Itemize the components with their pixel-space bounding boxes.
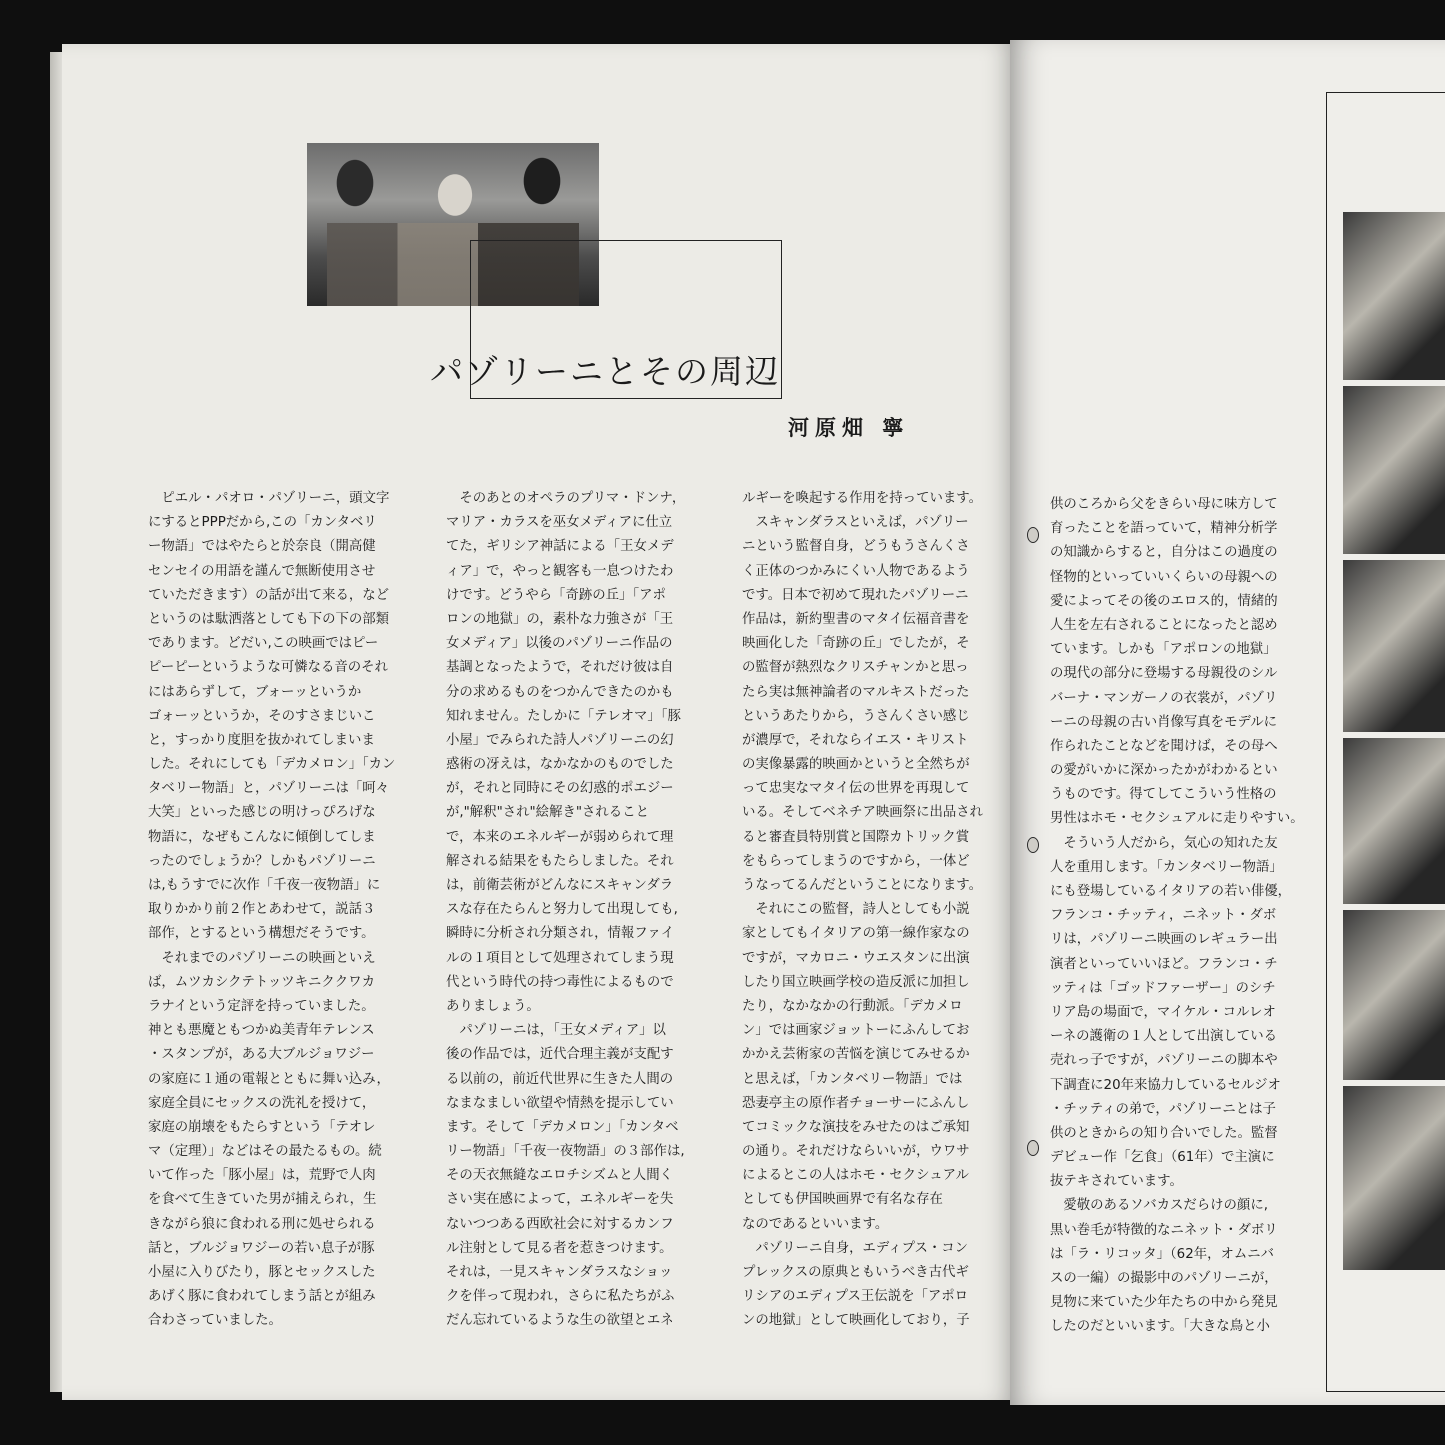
text-line: ピエル・パオロ・パゾリーニ，頭文字 bbox=[148, 491, 390, 506]
text-line: リシアのエディプス王伝説を「アポロ bbox=[742, 1289, 969, 1305]
text-line: は,もうすでに次作「千夜一夜物語」に bbox=[148, 878, 381, 893]
text-column-4 bbox=[1050, 493, 1322, 1340]
text-line: ありましょう。 bbox=[446, 998, 540, 1014]
text-line: 部作，とするという構想だそうです。 bbox=[148, 926, 375, 942]
text-line: なのであるといいます。 bbox=[742, 1216, 889, 1232]
text-line: それまでのパゾリーニの映画といえ bbox=[148, 950, 376, 966]
text-line: 小屋」でみられた詩人パゾリーニの幻 bbox=[446, 732, 674, 748]
text-line: デビュー作「乞食」（61年）で主演に bbox=[1050, 1150, 1275, 1166]
text-line: てコミックな演技をみせたのはご承知 bbox=[742, 1119, 970, 1135]
text-line: ロンの地獄」の，素朴な力強さが「王 bbox=[446, 611, 674, 627]
article-title: パゾリーニとその周辺 bbox=[430, 352, 780, 391]
text-line: それは，一見スキャンダラスなショッ bbox=[446, 1265, 673, 1280]
text-line: ゴォーッというか，そのすさまじいこ bbox=[148, 708, 376, 724]
text-line: の家庭に１通の電報とともに舞い込み， bbox=[148, 1071, 390, 1087]
text-line: センセイの用語を謹んで無断使用させ bbox=[148, 563, 376, 579]
text-line: ったのでしょうか？しかもパゾリーニ bbox=[148, 853, 376, 869]
text-line: です。日本で初めて現れたパゾリーニ bbox=[742, 587, 969, 603]
text-line: スの一編）の撮影中のパゾリーニが， bbox=[1050, 1271, 1278, 1286]
text-line: 演者といっていいほど。フランコ・チ bbox=[1050, 956, 1278, 972]
text-line: ですが，マカロニ・ウエスタンに出演 bbox=[742, 950, 970, 966]
text-line: した。それにしても「デカメロン」「カン bbox=[148, 757, 396, 773]
text-column-3 bbox=[742, 487, 1008, 1334]
photo-strip-3 bbox=[1343, 560, 1445, 732]
text-line: ーネの護衛の１人として出演している bbox=[1050, 1029, 1277, 1045]
staple-hole bbox=[1027, 1140, 1039, 1156]
text-line: したり国立映画学校の造反派に加担し bbox=[742, 974, 970, 990]
text-line: 家庭の崩壊をもたらすという「テオレ bbox=[148, 1119, 376, 1135]
text-line: と思えば，「カンタベリー物語」では bbox=[742, 1071, 963, 1087]
text-line: ン」では画家ジョットーにふんしてお bbox=[742, 1023, 970, 1039]
text-line: 小屋に入りびたり，豚とセックスした bbox=[148, 1265, 376, 1280]
text-line: の実像暴露的映画かというと全然ちが bbox=[742, 757, 970, 773]
text-line: は「ラ・リコッタ」（62年，オムニバ bbox=[1050, 1246, 1275, 1262]
text-line: 怪物的といっていいくらいの母親への bbox=[1050, 569, 1278, 585]
text-column-1 bbox=[148, 487, 414, 1334]
text-line: ピーピーというような可憐なる音のそれ bbox=[148, 660, 388, 676]
text-line: で，本来のエネルギーが弱められて理 bbox=[446, 829, 674, 845]
text-line: かかえ芸術家の苦悩を演じてみせるか bbox=[742, 1047, 970, 1063]
staple-hole bbox=[1027, 527, 1039, 543]
text-line: ば，ムツカシクテトッツキニククワカ bbox=[148, 974, 375, 990]
text-line: 映画化した「奇跡の丘」でしたが，そ bbox=[742, 636, 970, 652]
text-line: ないつつある西欧社会に対するカンフ bbox=[446, 1216, 674, 1232]
text-line: が,"解釈"され"絵解き"されること bbox=[446, 805, 649, 821]
photo-strip-4 bbox=[1343, 738, 1445, 904]
photo-strip-6 bbox=[1343, 1086, 1445, 1270]
text-line: 惑術の冴えは，なかなかのものでした bbox=[446, 757, 674, 773]
text-line: 作品は，新約聖書のマタイ伝福音書を bbox=[742, 611, 970, 627]
text-line: プレックスの原典ともいうべき古代ギ bbox=[742, 1265, 969, 1280]
staple-hole bbox=[1027, 837, 1039, 853]
text-line: 愛敬のあるソバカスだらけの顔に, bbox=[1050, 1198, 1268, 1214]
text-line: たり，なかなかの行動派。「デカメロ bbox=[742, 998, 963, 1014]
text-line: 合わさっていました。 bbox=[148, 1313, 282, 1329]
text-line: バーナ・マンガーノの衣裳が，パゾリ bbox=[1050, 690, 1278, 706]
text-line: の現代の部分に登場する母親役のシル bbox=[1050, 666, 1278, 682]
text-line: 恐妻亭主の原作者チョーサーにふんし bbox=[742, 1095, 970, 1111]
text-line: 大笑」といった感じの明けっぴろげな bbox=[148, 805, 376, 821]
text-line: あげく豚に食われてしまう話とが組み bbox=[148, 1289, 376, 1305]
text-line: リア島の場面で，マイケル・コルレオ bbox=[1050, 1004, 1276, 1020]
text-line: 代という時代の持つ毒性によるもので bbox=[446, 974, 674, 990]
text-line: それにこの監督，詩人としても小説 bbox=[742, 902, 970, 918]
text-line: 解される結果をもたらしました。それ bbox=[446, 853, 674, 869]
text-line: ーニの母親の古い肖像写真をモデルに bbox=[1050, 714, 1277, 730]
text-line: の知識からすると，自分はこの過度の bbox=[1050, 545, 1278, 561]
text-line: マ（定理）」などはその最たるもの。続 bbox=[148, 1144, 382, 1160]
text-line: いて作った「豚小屋」は，荒野で人肉 bbox=[148, 1168, 376, 1184]
text-line: にも登場しているイタリアの若い俳優， bbox=[1050, 884, 1292, 899]
text-line: としても伊国映画界で有名な存在 bbox=[742, 1192, 943, 1208]
text-line: けです。どうやら「奇跡の丘」「アポ bbox=[446, 587, 666, 603]
text-line: てた，ギリシア神話による「王女メデ bbox=[446, 539, 674, 555]
text-line: 売れっ子ですが，パゾリーニの脚本や bbox=[1050, 1053, 1278, 1069]
text-line: いる。そしてベネチア映画祭に出品され bbox=[742, 805, 984, 821]
text-line: 人を重用します。「カンタベリー物語」 bbox=[1050, 859, 1283, 875]
text-line: ニという監督自身，どうもうさんくさ bbox=[742, 539, 970, 555]
text-line: フランコ・チッティ，ニネット・ダボ bbox=[1050, 908, 1277, 924]
text-line: うものです。得てしてこういう性格の bbox=[1050, 787, 1277, 803]
text-line: というあたりから，うさんくさい感じ bbox=[742, 708, 970, 724]
text-line: 女メディア」以後のパゾリーニ作品の bbox=[446, 636, 673, 652]
text-line: であります。どだい,この映画ではピー bbox=[148, 636, 379, 652]
photo-strip-5 bbox=[1343, 910, 1445, 1080]
text-line: スな存在たらんと努力して出現しても, bbox=[446, 902, 678, 918]
text-line: 知れません。たしかに「テレオマ」「豚 bbox=[446, 708, 681, 724]
text-line: リー物語」「千夜一夜物語」の３部作は, bbox=[446, 1144, 685, 1160]
text-line: ます。そして「デカメロン」「カンタベ bbox=[446, 1119, 679, 1135]
text-line: る以前の，前近代世界に生きた人間の bbox=[446, 1071, 674, 1087]
text-line: の愛がいかに深かったかがわかるとい bbox=[1050, 763, 1278, 779]
text-line: ラナイという定評を持っていました。 bbox=[148, 998, 375, 1014]
text-line: リは，パゾリーニ映画のレギュラー出 bbox=[1050, 932, 1278, 948]
text-line: 育ったことを語っていて，精神分析学 bbox=[1050, 521, 1278, 537]
text-line: ル注射として見る者を惹きつけます。 bbox=[446, 1240, 673, 1256]
photo-strip-1 bbox=[1343, 212, 1445, 380]
text-line: なまなましい欲望や情熱を提示してい bbox=[446, 1095, 674, 1111]
text-line: 供のときからの知り合いでした。監督 bbox=[1050, 1125, 1278, 1141]
text-line: パゾリーニは，「王女メディア」以 bbox=[446, 1023, 666, 1039]
text-line: にするとPPPだから,この「カンタベリ bbox=[148, 515, 377, 531]
text-line: が，それと同時にその幻惑的ポエジー bbox=[446, 781, 674, 797]
text-line: をもらってしまうのですから，一体ど bbox=[742, 853, 970, 869]
text-line: 家としてもイタリアの第一線作家なの bbox=[742, 926, 970, 942]
text-line: マリア・カラスを巫女メディアに仕立 bbox=[446, 515, 673, 531]
text-line: 作られたことなどを聞けば，その母へ bbox=[1050, 738, 1278, 754]
text-line: その天衣無縫なエロチシズムと人間く bbox=[446, 1168, 673, 1184]
text-line: というのは駄洒落としても下の下の部類 bbox=[148, 611, 390, 627]
text-line: したのだといいます。「大きな鳥と小 bbox=[1050, 1319, 1270, 1335]
text-line: によるとこの人はホモ・セクシュアル bbox=[742, 1168, 969, 1184]
article-author: 河原畑 寧 bbox=[788, 416, 910, 440]
text-line: く正体のつかみにくい人物であるよう bbox=[742, 563, 970, 579]
text-line: 神とも悪魔ともつかぬ美青年テレンス bbox=[148, 1023, 375, 1039]
text-line: って忠実なマタイ伝の世界を再現して bbox=[742, 781, 970, 797]
text-line: 瞬時に分析され分類され，情報ファイ bbox=[446, 926, 675, 942]
text-line: 家庭全員にセックスの洗礼を授けて， bbox=[148, 1095, 376, 1111]
text-line: が濃厚で，それならイエス・キリスト bbox=[742, 732, 969, 748]
text-line: そのあとのオペラのプリマ・ドンナ， bbox=[446, 491, 686, 506]
text-line: タベリー物語」と，パゾリーニは「呵々 bbox=[148, 781, 390, 797]
text-line: そういう人だから，気心の知れた友 bbox=[1050, 835, 1278, 851]
text-line: ー物語」ではやたらと於奈良（開高健 bbox=[148, 539, 376, 555]
text-line: の監督が熱烈なクリスチャンかと思っ bbox=[742, 660, 969, 676]
text-line: 下調査に20年来協力しているセルジオ bbox=[1050, 1077, 1281, 1093]
text-line: クを伴って現われ，さらに私たちがふ bbox=[446, 1289, 675, 1305]
text-line: 愛によってその後のエロス的，情緒的 bbox=[1050, 593, 1278, 609]
text-line: ています。しかも「アポロンの地獄」 bbox=[1050, 642, 1277, 658]
text-column-2 bbox=[446, 487, 714, 1334]
text-line: ィア」で，やっと観客も一息つけたわ bbox=[446, 563, 674, 579]
text-line: の通り。それだけならいいが，ウワサ bbox=[742, 1144, 970, 1160]
text-line: 人生を左右されることになったと認め bbox=[1050, 617, 1278, 633]
photo-strip-2 bbox=[1343, 386, 1445, 554]
text-line: ルの１項目として処理されてしまう現 bbox=[446, 950, 674, 966]
text-line: 話と，ブルジョワジーの若い息子が豚 bbox=[148, 1240, 375, 1256]
text-line: パゾリーニ自身，エディプス・コン bbox=[742, 1240, 969, 1256]
text-line: ・チッティの弟で，パゾリーニとは子 bbox=[1050, 1101, 1276, 1117]
text-line: 男性はホモ・セクシュアルに走りやすい。 bbox=[1050, 811, 1304, 827]
text-line: 取りかかり前２作とあわせて，説話３ bbox=[148, 902, 376, 918]
text-line: 基調となったようで，それだけ彼は自 bbox=[446, 660, 674, 676]
text-line: ッティは「ゴッドファーザー」のシチ bbox=[1050, 980, 1276, 996]
text-line: ルギーを喚起する作用を持っています。 bbox=[742, 491, 982, 506]
text-line: だん忘れているような生の欲望とエネ bbox=[446, 1313, 674, 1329]
text-line: 抜テキされています。 bbox=[1050, 1174, 1183, 1190]
text-line: を食べて生きていた男が捕えられ，生 bbox=[148, 1192, 377, 1208]
text-line: うなってるんだということになります。 bbox=[742, 878, 982, 893]
text-line: は，前衛芸術がどんなにスキャンダラ bbox=[446, 878, 674, 893]
text-line: ・スタンプが，ある大ブルジョワジー bbox=[148, 1047, 375, 1063]
text-line: スキャンダラスといえば，パゾリー bbox=[742, 515, 969, 531]
text-line: にはあらずして，ブォーッというか bbox=[148, 684, 362, 700]
text-line: きながら狼に食われる刑に処せられる bbox=[148, 1216, 376, 1232]
text-line: 見物に来ていた少年たちの中から発見 bbox=[1050, 1295, 1278, 1311]
text-line: ンの地獄」として映画化しており，子 bbox=[742, 1313, 970, 1329]
text-line: たら実は無神論者のマルキストだった bbox=[742, 684, 970, 700]
text-line: ていただきます）の話が出て来る，など bbox=[148, 587, 390, 603]
text-line: 物語に，なぜもこんなに傾倒してしま bbox=[148, 829, 376, 845]
text-line: さい実在感によって，エネルギーを失 bbox=[446, 1192, 674, 1208]
text-line: 後の作品では，近代合理主義が支配す bbox=[446, 1047, 674, 1063]
text-line: と，すっかり度胆を抜かれてしまいま bbox=[148, 732, 375, 748]
text-line: 供のころから父をきらい母に味方して bbox=[1050, 497, 1278, 512]
text-line: 黒い巻毛が特徴的なニネット・ダボリ bbox=[1050, 1222, 1278, 1238]
text-line: ると審査員特別賞と国際カトリック賞 bbox=[742, 829, 970, 845]
text-line: 分の求めるものをつかんできたのかも bbox=[446, 684, 674, 700]
